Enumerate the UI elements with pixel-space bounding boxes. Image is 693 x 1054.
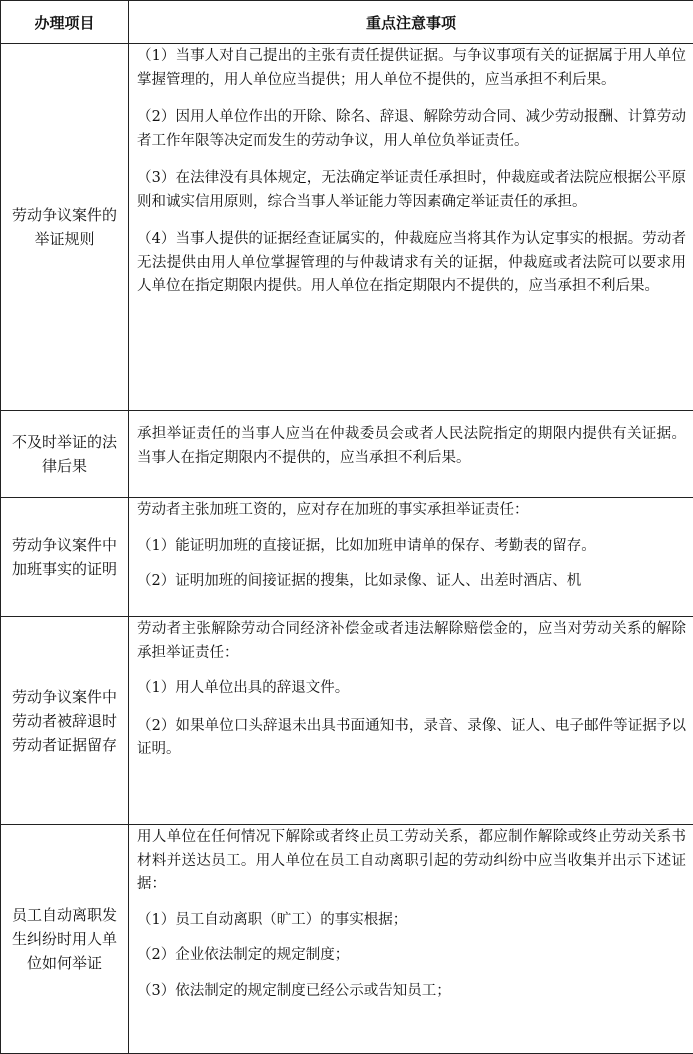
row-item-title: 员工自动离职发生纠纷时用人单位如何举证 <box>1 825 129 1054</box>
row-notes <box>129 825 693 1054</box>
note-paragraph: （1）员工自动离职（旷工）的事实根据； <box>137 909 686 933</box>
row-notes <box>129 617 693 825</box>
note-paragraph: （2）证明加班的间接证据的搜集，比如录像、证人、出差时酒店、机 <box>137 570 686 594</box>
note-paragraph: 劳动者主张解除劳动合同经济补偿金或者违法解除赔偿金的，应当对劳动关系的解除承担举证责任： <box>137 618 686 665</box>
row-item-title: 不及时举证的法律后果 <box>1 411 129 498</box>
row-notes <box>129 411 693 498</box>
header-item: 办理项目 <box>1 1 129 44</box>
table-row <box>1 498 693 617</box>
note-paragraph: 承担举证责任的当事人应当在仲裁委员会或者人民法院指定的期限内提供有关证据。当事人在指定期限内不提供的，应当承担不利后果。 <box>137 423 686 470</box>
row-item-title: 劳动争议案件中劳动者被辞退时劳动者证据留存 <box>1 617 129 825</box>
note-paragraph: （4）当事人提供的证据经查证属实的，仲裁庭应当将其作为认定事实的根据。劳动者无法提供由用人单位掌握管理的与仲裁请求有关的证据，仲裁庭或者法院可以要求用人单位在指定期限内提供。用人单位在指定期限内不提供的，应当承担不利后果。 <box>137 228 686 299</box>
note-paragraph: 劳动者主张加班工资的，应对存在加班的事实承担举证责任： <box>137 499 686 523</box>
row-item-title: 劳动争议案件中加班事实的证明 <box>1 498 129 617</box>
table-row <box>1 825 693 1054</box>
note-paragraph: （2）因用人单位作出的开除、除名、辞退、解除劳动合同、减少劳动报酬、计算劳动者工作年限等决定而发生的劳动争议，用人单位负举证责任。 <box>137 106 686 153</box>
table-header-row <box>1 1 693 44</box>
table-row <box>1 617 693 825</box>
row-notes <box>129 498 693 617</box>
note-paragraph: 用人单位在任何情况下解除或者终止员工劳动关系，都应制作解除或终止劳动关系书材料并送达员工。用人单位在员工自动离职引起的劳动纠纷中应当收集并出示下述证据： <box>137 826 686 897</box>
table-row <box>1 411 693 498</box>
table-row <box>1 44 693 411</box>
note-paragraph: （1）用人单位出具的辞退文件。 <box>137 677 686 701</box>
note-paragraph: （2）如果单位口头辞退未出具书面通知书，录音、录像、证人、电子邮件等证据予以证明。 <box>137 715 686 762</box>
note-paragraph: （3）在法律没有具体规定，无法确定举证责任承担时，仲裁庭或者法院应根据公平原则和诚实信用原则，综合当事人举证能力等因素确定举证责任的承担。 <box>137 167 686 214</box>
note-paragraph: （2）企业依法制定的规定制度； <box>137 944 686 968</box>
row-notes <box>129 44 693 411</box>
header-notes: 重点注意事项 <box>129 1 693 44</box>
note-paragraph: （1）能证明加班的直接证据，比如加班申请单的保存、考勤表的留存。 <box>137 535 686 559</box>
note-paragraph: （3）依法制定的规定制度已经公示或告知员工； <box>137 980 686 1004</box>
row-item-title: 劳动争议案件的举证规则 <box>1 44 129 411</box>
note-paragraph: （1）当事人对自己提出的主张有责任提供证据。与争议事项有关的证据属于用人单位掌握管理的，用人单位应当提供；用人单位不提供的，应当承担不利后果。 <box>137 45 686 92</box>
